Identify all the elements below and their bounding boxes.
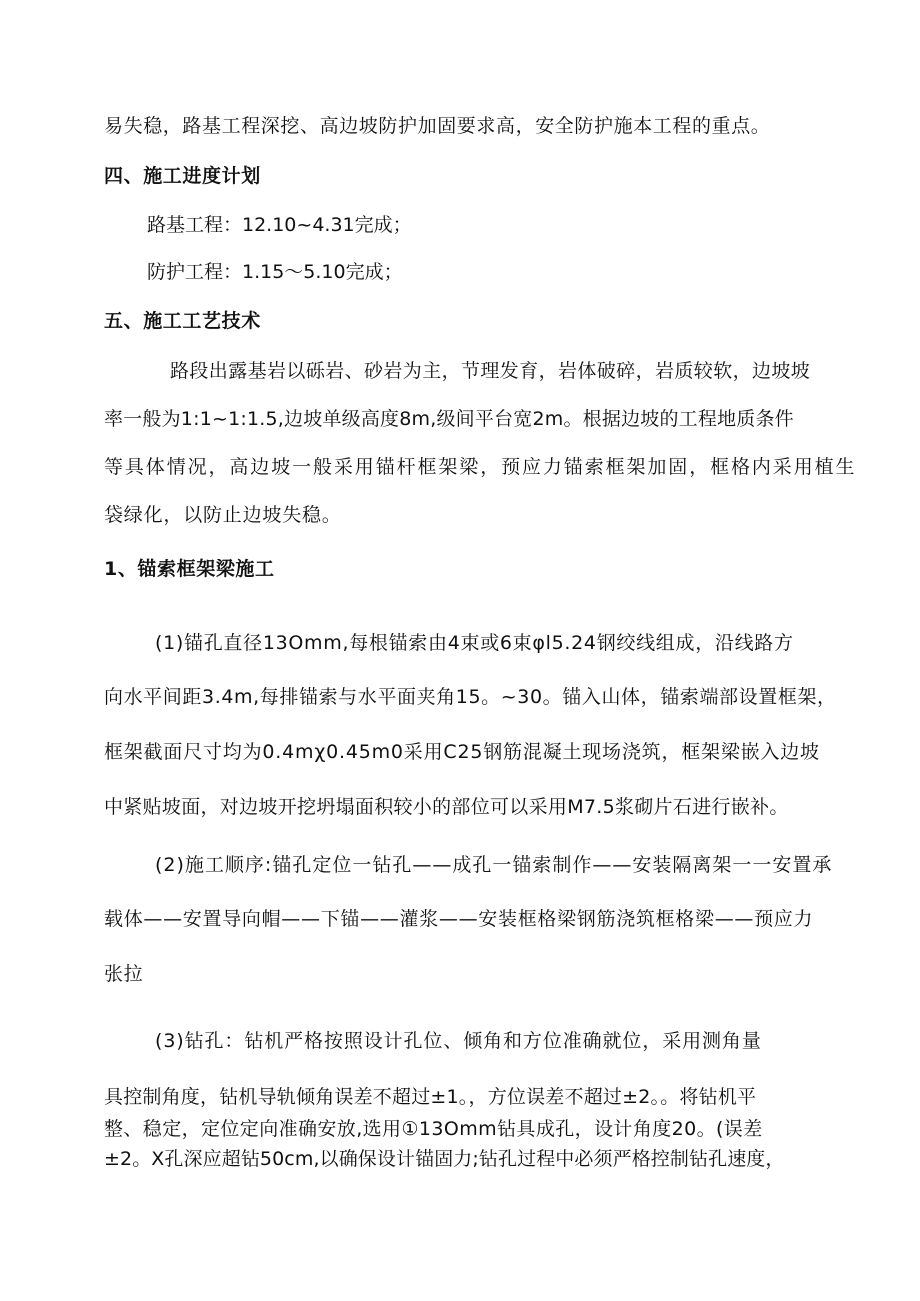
paragraph-item3-line-2: 具控制角度，钻机导轨倾角误差不超过±1。，方位误差不超过±2。。将钻机平	[104, 1086, 757, 1108]
paragraph-geology-line-1: 路段出露基岩以砾岩、砂岩为主，节理发育，岩体破碎，岩质较软，边坡坡	[170, 360, 811, 382]
paragraph-item1-line-1: (1)锚孔直径13Omm,每根锚索由4束或6束φl5.24钢绞线组成，沿线路方	[155, 632, 794, 654]
paragraph-item3-line-3: 整、稳定，定位定向准确安放,选用①13Omm钻具成孔，设计角度20。(误差	[104, 1118, 763, 1140]
section-heading-technology: 五、施工工艺技术	[104, 310, 261, 332]
paragraph-item3-line-1: (3)钻孔：钻机严格按照设计孔位、倾角和方位准确就位，采用测角量	[155, 1030, 762, 1052]
paragraph-geology-line-3: 等具体情况，高边坡一般采用锚杆框架梁，预应力锚索框架加固，框格内采用植生	[104, 456, 857, 478]
paragraph-line-1: 易失稳，路基工程深挖、高边坡防护加固要求高，安全防护施本工程的重点。	[104, 115, 771, 137]
section-heading-schedule: 四、施工进度计划	[104, 165, 261, 187]
paragraph-item1-line-2: 向水平间距3.4m,每排锚索与水平面夹角15。~30。锚入山体，锚索端部设置框架，	[104, 686, 837, 708]
paragraph-item2-line-2: 载体——安置导向帽——下锚——灌浆——安装框格梁钢筋浇筑框格梁——预应力	[104, 908, 814, 930]
schedule-roadbed: 路基工程：12.10~4.31完成；	[147, 214, 412, 236]
paragraph-geology-line-2: 率一般为1:1~1:1.5,边坡单级高度8m,级间平台宽2m。根据边坡的工程地质条件	[104, 408, 794, 430]
schedule-protection: 防护工程：1.15～5.10完成；	[147, 261, 403, 283]
paragraph-item1-line-3: 框架截面尺寸均为0.4mχ0.45m0采用C25钢筋混凝土现场浇筑，框架梁嵌入边坡	[104, 741, 820, 763]
subsection-heading-anchor-frame: 1、锚索框架梁施工	[104, 558, 275, 580]
paragraph-item2-line-1: (2)施工顺序:锚孔定位一钻孔——成孔一锚索制作——安装隔离架一一安置承	[155, 854, 833, 876]
paragraph-item2-line-3: 张拉	[104, 963, 144, 985]
paragraph-geology-line-4: 袋绿化，以防止边坡失稳。	[104, 504, 342, 526]
paragraph-item3-line-4: ±2。X孔深应超钻50cm,以确保设计锚固力;钻孔过程中必须严格控制钻孔速度，	[104, 1148, 785, 1170]
paragraph-item1-line-4: 中紧贴坡面，对边坡开挖坍塌面积较小的部位可以采用M7.5浆砌片石进行嵌补。	[104, 796, 789, 818]
